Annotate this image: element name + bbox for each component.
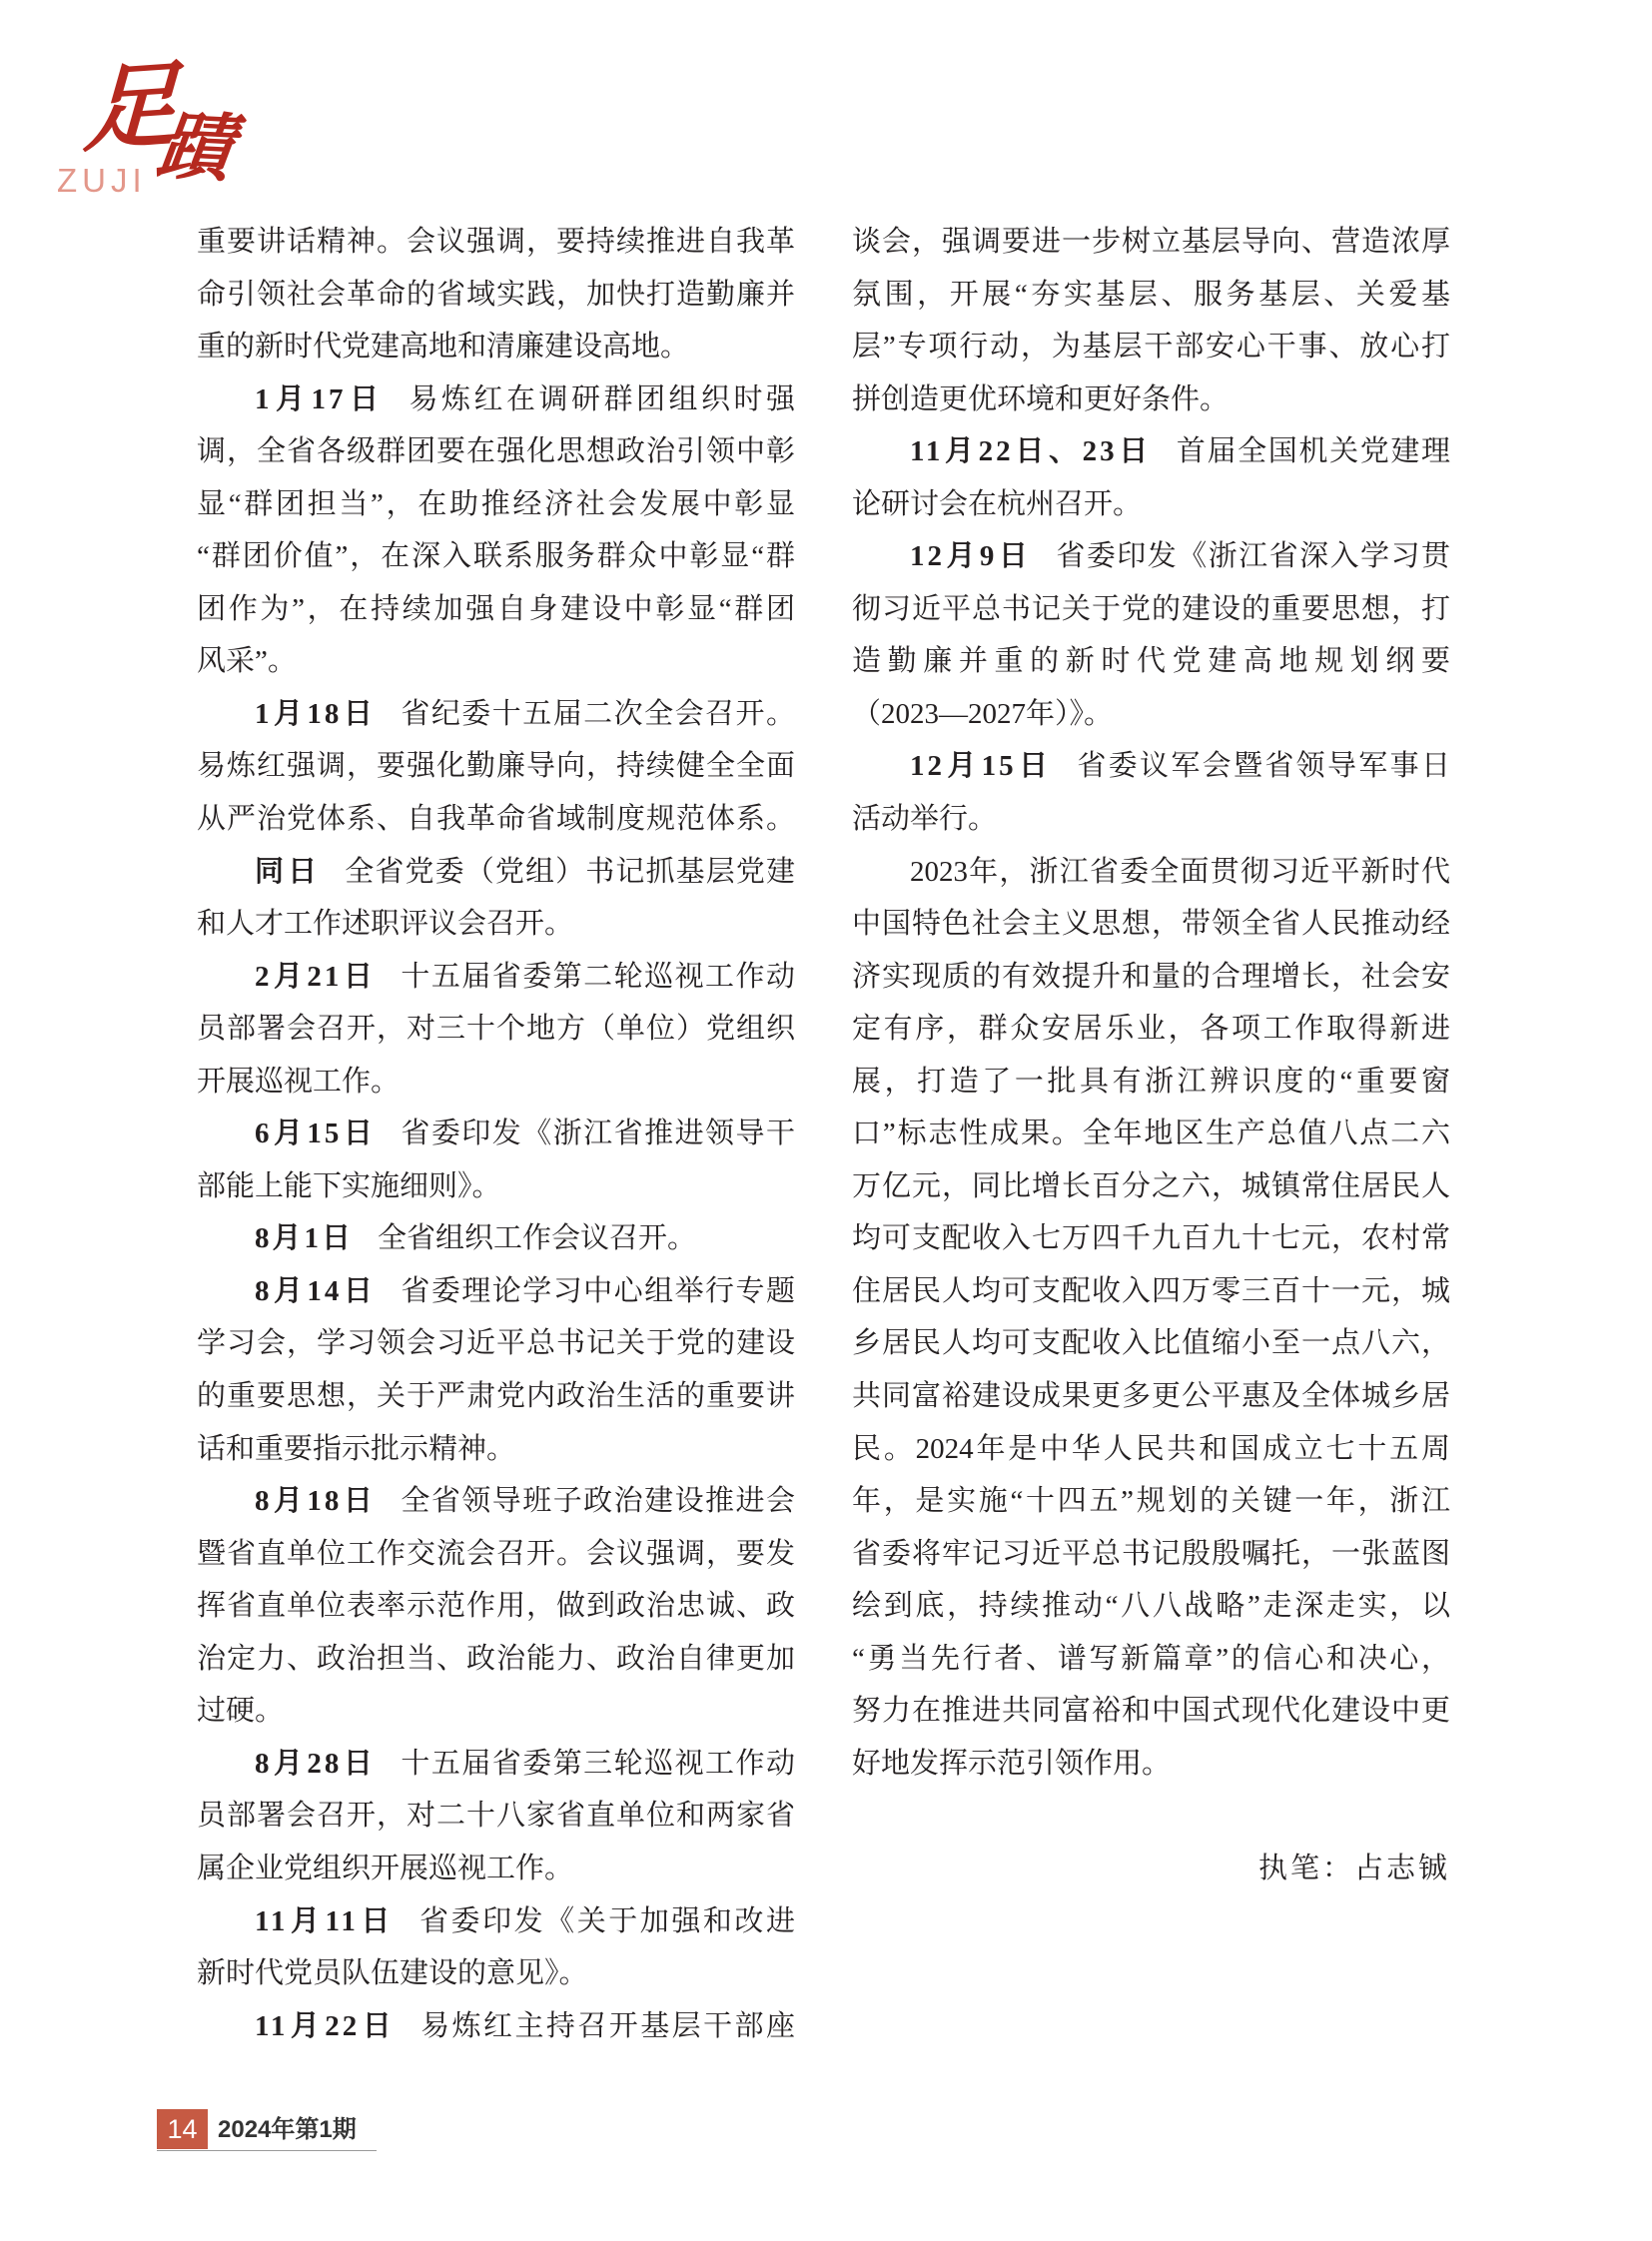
- logo-char: 足: [81, 53, 181, 165]
- body-text-line: 济实现质的有效提升和量的合理增长，社会安: [852, 960, 1450, 993]
- entry-date: 8月18日: [255, 1485, 378, 1518]
- body-text-line: 层”专项行动，为基层干部安心干事、放心打: [852, 331, 1450, 364]
- entry-paragraph: [852, 216, 1450, 425]
- body-text-line: 显“群团担当”，在助推经济社会发展中彰显: [197, 487, 795, 520]
- body-text-line: 中国特色社会主义思想，带领全省人民推动经: [852, 908, 1450, 941]
- body-text-line: [852, 530, 1450, 583]
- body-text-line: [197, 1265, 795, 1318]
- entry-paragraph: [852, 740, 1450, 845]
- line-text: 省委印发《关于加强和改进: [418, 1904, 795, 1937]
- body-text-line: 口”标志性成果。全年地区生产总值八点二六: [852, 1118, 1450, 1150]
- entry-date: 2月21日: [255, 960, 378, 993]
- body-text-line: [197, 1475, 795, 1528]
- entry-paragraph: [852, 530, 1450, 740]
- entry-date: 12月9日: [910, 540, 1033, 573]
- body-text-line: [197, 688, 795, 741]
- line-text: 全省组织工作会议召开。: [378, 1222, 697, 1255]
- footer-rule: [157, 2150, 377, 2151]
- body-text-line: 员部署会召开，对三十个地方（单位）党组织: [197, 1013, 795, 1046]
- entry-date: 1月17日: [255, 382, 386, 415]
- body-text-line: 挥省直单位表率示范作用，做到政治忠诚、政: [197, 1590, 795, 1623]
- body-text-line: 从严治党体系、自我革命省域制度规范体系。: [197, 803, 795, 836]
- body-text-line: 命引领社会革命的省域实践，加快打造勤廉并: [197, 278, 795, 311]
- line-text: 易炼红主持召开基层干部座: [420, 2009, 795, 2042]
- entry-date: 8月28日: [255, 1747, 378, 1780]
- magazine-column-logo: [0, 0, 260, 210]
- body-text-line: 过硬。: [197, 1695, 285, 1728]
- body-text-line: [852, 740, 1450, 793]
- line-text: 全省党委（党组）书记抓基层党建: [345, 855, 795, 888]
- body-text-line: [197, 951, 795, 1004]
- right-column: [852, 216, 1450, 1895]
- entry-paragraph: [197, 846, 795, 951]
- logo-latin-text: ZUJI: [57, 162, 147, 199]
- body-text-line: 论研讨会在杭州召开。: [852, 487, 1143, 520]
- line-text: 全省领导班子政治建设推进会: [401, 1485, 795, 1518]
- body-text-line: 谈会，强调要进一步树立基层导向、营造浓厚: [852, 226, 1450, 258]
- body-text-line: 彻习近平总书记关于党的建设的重要思想，打: [852, 592, 1450, 625]
- body-text-line: [197, 1895, 795, 1948]
- body-text-line: 省委将牢记习近平总书记殷殷嘱托，一张蓝图: [852, 1537, 1450, 1570]
- body-text-line: 活动举行。: [852, 803, 998, 836]
- body-text-line: [197, 2000, 795, 2053]
- entry-paragraph: [197, 1475, 795, 1738]
- line-text: 省委印发《浙江省深入学习贯: [1056, 540, 1450, 573]
- body-text-line: 和人才工作述职评议会召开。: [197, 908, 574, 941]
- body-text-line: 造勤廉并重的新时代党建高地规划纲要: [852, 645, 1450, 678]
- line-text: 十五届省委第二轮巡视工作动: [401, 960, 795, 993]
- body-text-line: 暨省直单位工作交流会召开。会议强调，要发: [197, 1537, 795, 1570]
- body-text-line: 努力在推进共同富裕和中国式现代化建设中更: [852, 1695, 1450, 1728]
- body-text-line: [197, 1738, 795, 1791]
- line-text: 省委议军会暨省领导军事日: [1077, 750, 1450, 783]
- entry-paragraph: [197, 1895, 795, 2000]
- body-text-line: 均可支配收入七万四千九百九十七元，农村常: [852, 1222, 1450, 1255]
- body-text-line: （2023—2027年）》。: [852, 697, 1114, 730]
- body-text-line: 治定力、政治担当、政治能力、政治自律更加: [197, 1642, 795, 1675]
- entry-date: 同日: [255, 855, 322, 888]
- body-text-line: 部能上能下实施细则》。: [197, 1169, 501, 1202]
- spacer: [852, 1790, 1450, 1843]
- body-text-line: 易炼红强调，要强化勤廉导向，持续健全全面: [197, 750, 795, 783]
- entry-paragraph: [197, 374, 795, 688]
- entry-date: 11月22日: [255, 2009, 398, 2042]
- entry-paragraph: [197, 951, 795, 1109]
- body-text-line: 民。2024年是中华人民共和国成立七十五周: [852, 1432, 1450, 1465]
- issue-label: 2024年第1期: [218, 2116, 357, 2143]
- body-text-line: 团作为”，在持续加强自身建设中彰显“群团: [197, 592, 795, 625]
- body-text-line: 氛围，开展“夯实基层、服务基层、关爱基: [852, 278, 1450, 311]
- entry-date: 11月11日: [255, 1904, 396, 1937]
- body-text-line: [197, 846, 795, 899]
- entry-paragraph: [197, 1108, 795, 1212]
- body-text-line: 属企业党组织开展巡视工作。: [197, 1852, 574, 1884]
- page-number-badge: 14: [157, 2109, 208, 2149]
- line-text: 省委理论学习中心组举行专题: [401, 1274, 795, 1307]
- body-text-line: 员部署会召开，对二十八家省直单位和两家省: [197, 1800, 795, 1833]
- body-text-line: [197, 374, 795, 426]
- body-text-line: 学习会，学习领会习近平总书记关于党的建设: [197, 1327, 795, 1360]
- entry-paragraph: [197, 688, 795, 846]
- entry-date: 8月14日: [255, 1274, 378, 1307]
- entry-date: 8月1日: [255, 1222, 355, 1255]
- body-text-line: 年，是实施“十四五”规划的关键一年，浙江: [852, 1485, 1450, 1518]
- body-text-line: 的重要思想，关于严肃党内政治生活的重要讲: [197, 1380, 795, 1413]
- body-text-line: 风采”。: [197, 645, 297, 678]
- body-text-line: 调，全省各级群团要在强化思想政治引领中彰: [197, 435, 795, 468]
- body-text-line: 重要讲话精神。会议强调，要持续推进自我革: [197, 226, 795, 258]
- author-credit: 执笔：占志铖: [1257, 1852, 1450, 1884]
- left-column: [197, 216, 795, 2052]
- page-footer: [157, 2109, 379, 2151]
- body-text-line: 绘到底，持续推动“八八战略”走深走实，以: [852, 1590, 1450, 1623]
- body-text-line: 共同富裕建设成果更多更公平惠及全体城乡居: [852, 1380, 1450, 1413]
- summary-paragraph: [852, 846, 1450, 1791]
- body-text-line: 开展巡视工作。: [197, 1065, 401, 1098]
- body-text-line: 定有序，群众安居乐业，各项工作取得新进: [852, 1013, 1450, 1046]
- entry-date: 1月18日: [255, 697, 378, 730]
- entry-paragraph: [197, 1265, 795, 1475]
- body-text-line: 话和重要指示批示精神。: [197, 1432, 516, 1465]
- entry-paragraph: [197, 216, 795, 374]
- line-text: 首届全国机关党建理: [1176, 435, 1450, 468]
- body-text-line: 住居民人均可支配收入四万零三百十一元，城: [852, 1274, 1450, 1307]
- body-text-line: 重的新时代党建高地和清廉建设高地。: [197, 331, 690, 364]
- body-text-line: 乡居民人均可支配收入比值缩小至一点八六，: [852, 1327, 1450, 1360]
- body-text-line: “勇当先行者、谱写新篇章”的信心和决心，: [852, 1642, 1450, 1675]
- entry-paragraph: [852, 425, 1450, 530]
- body-text-line: 万亿元，同比增长百分之六，城镇常住居民人: [852, 1169, 1450, 1202]
- body-text-line: 2023年，浙江省委全面贯彻习近平新时代: [910, 855, 1450, 888]
- body-text-line: [852, 425, 1450, 478]
- line-text: 省委印发《浙江省推进领导干: [401, 1118, 795, 1150]
- entry-paragraph: [197, 1212, 795, 1265]
- body-text-line: 拼创造更优环境和更好条件。: [852, 382, 1230, 415]
- line-text: 易炼红在调研群团组织时强: [409, 382, 795, 415]
- entry-date: 6月15日: [255, 1118, 378, 1150]
- line-text: 省纪委十五届二次全会召开。: [401, 697, 795, 730]
- entry-date: 11月22日、23日: [910, 435, 1153, 468]
- entry-paragraph: [197, 1738, 795, 1895]
- line-text: 十五届省委第三轮巡视工作动: [401, 1747, 795, 1780]
- body-text-line: 新时代党员队伍建设的意见》。: [197, 1957, 588, 1990]
- body-text-line: “群团价值”，在深入联系服务群众中彰显“群: [197, 540, 795, 573]
- body-text-line: [197, 1108, 795, 1160]
- body-text-line: 好地发挥示范引领作用。: [852, 1747, 1172, 1780]
- logo-char: 蹟: [153, 106, 237, 192]
- body-text-line: [197, 1212, 795, 1265]
- body-text-line: 展，打造了一批具有浙江辨识度的“重要窗: [852, 1065, 1450, 1098]
- entry-date: 12月15日: [910, 750, 1054, 783]
- entry-paragraph: [197, 2000, 795, 2053]
